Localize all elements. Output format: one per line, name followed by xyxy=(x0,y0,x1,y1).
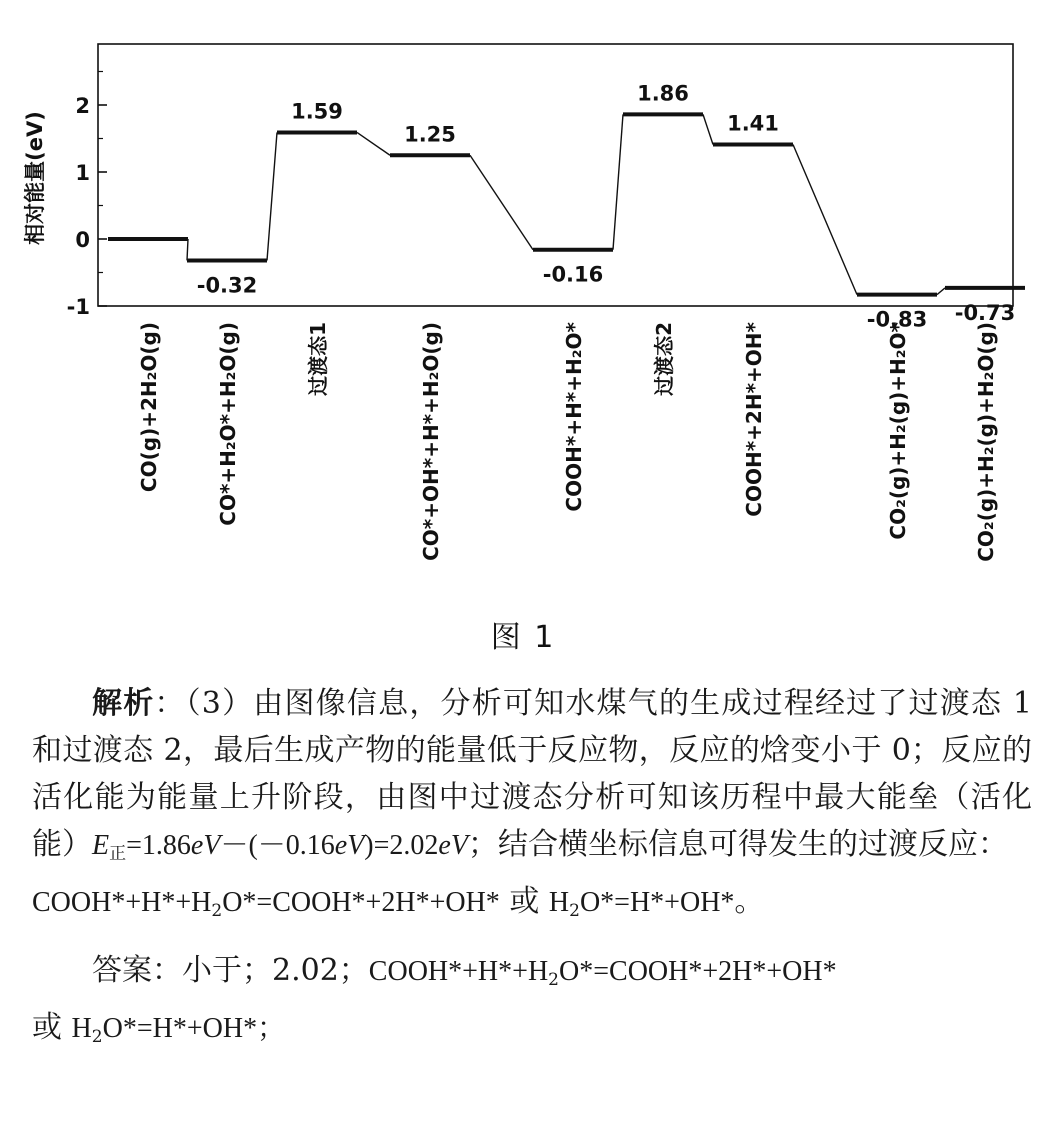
data-label: 1.41 xyxy=(727,111,779,136)
data-label: -0.16 xyxy=(542,262,604,287)
unit-ev-1: eV xyxy=(190,830,221,861)
activation-formula-1: =1.86 xyxy=(126,830,191,861)
activation-energy-symbol: E xyxy=(92,830,110,861)
analysis-paragraph xyxy=(32,680,1032,935)
activation-energy-subscript: 正 xyxy=(109,844,127,864)
connector-line xyxy=(470,155,533,249)
equation-2-part-2: O*=H*+OH* xyxy=(579,887,735,918)
analysis-period: 。 xyxy=(734,884,765,919)
y-axis-label: 相对能量(eV) xyxy=(23,111,47,245)
y-tick-label: 2 xyxy=(75,94,90,118)
equation-1-part-1: COOH*+H*+H xyxy=(32,887,212,918)
data-label: -0.83 xyxy=(866,307,928,332)
data-label: -0.73 xyxy=(954,300,1016,325)
y-axis-ticks xyxy=(67,72,107,320)
answer-equation-1-part-2: O*=COOH*+2H*+OH* xyxy=(559,956,837,987)
x-category-label: 过渡态1 xyxy=(306,322,330,396)
y-tick-label: 1 xyxy=(75,161,90,185)
x-category-label: CO₂(g)+H₂(g)+H₂O* xyxy=(886,322,910,540)
equation-2-part-1: H xyxy=(548,887,570,918)
x-axis-category-labels xyxy=(137,321,998,561)
analysis-text-1: （3）由图像信息，分析可知水煤气的生成过程经过了过渡态 1 和过渡态 2，最后生成产物的能量低于反应物，反应的焓变小于 0；反应的活化能为能量上升阶段，由图中过渡态分析可知该历程中最大能垒（活化能） xyxy=(32,686,1032,862)
connector-line xyxy=(187,239,188,260)
activation-formula-3: )=2.02 xyxy=(364,830,439,861)
equation-1-subscript: 2 xyxy=(211,901,223,921)
activation-formula-2: －(－0.16 xyxy=(220,830,335,861)
x-category-label: COOH*+2H*+OH* xyxy=(742,322,766,517)
connector-line xyxy=(703,114,713,144)
x-category-label: CO*+OH*+H*+H₂O(g) xyxy=(419,322,443,561)
data-label: 1.59 xyxy=(291,99,343,124)
answer-or-word: 或 xyxy=(32,1010,62,1045)
unit-ev-3: eV xyxy=(438,830,468,861)
data-label: 1.86 xyxy=(637,81,689,106)
figure-caption: 图 1 xyxy=(490,620,556,655)
data-label: 1.25 xyxy=(404,122,456,147)
answer-equation-2-subscript: 2 xyxy=(91,1027,103,1047)
answer-equation-2-part-2: O*=H*+OH*； xyxy=(102,1013,286,1044)
or-word: 或 xyxy=(509,884,540,919)
connector-line xyxy=(357,132,390,155)
connector-line xyxy=(793,145,857,295)
analysis-section xyxy=(32,680,1032,1061)
answer-equation-2-part-1: H xyxy=(71,1013,92,1044)
unit-ev-2: eV xyxy=(334,830,365,861)
analysis-text-2: ；结合横坐标信息可得发生的过渡反应： xyxy=(467,827,1008,862)
x-category-label: 过渡态2 xyxy=(652,322,676,396)
answer-equation-1-part-1: COOH*+H*+H xyxy=(368,956,549,987)
analysis-label: 解析 xyxy=(92,686,155,721)
equation-2-subscript: 2 xyxy=(569,901,580,921)
analysis-label-colon: ： xyxy=(154,686,186,721)
y-tick-label: -1 xyxy=(66,295,90,319)
answer-text: 小于；2.02； xyxy=(182,953,369,988)
connector-line xyxy=(613,114,623,249)
y-tick-label: 0 xyxy=(75,228,90,252)
answer-label: 答案： xyxy=(92,953,182,988)
connector-line xyxy=(267,132,277,260)
answer-equation-1-subscript: 2 xyxy=(548,970,559,990)
x-category-label: CO(g)+2H₂O(g) xyxy=(137,322,161,493)
x-category-label: COOH*+H*+H₂O* xyxy=(562,322,586,512)
x-category-label: CO₂(g)+H₂(g)+H₂O(g) xyxy=(974,322,998,562)
equation-1-part-2: O*=COOH*+2H*+OH* xyxy=(222,887,500,918)
data-label: -0.32 xyxy=(196,273,258,298)
answer-paragraph xyxy=(32,947,1032,1061)
x-category-label: CO*+H₂O*+H₂O(g) xyxy=(216,322,240,526)
connector-line xyxy=(937,288,945,295)
